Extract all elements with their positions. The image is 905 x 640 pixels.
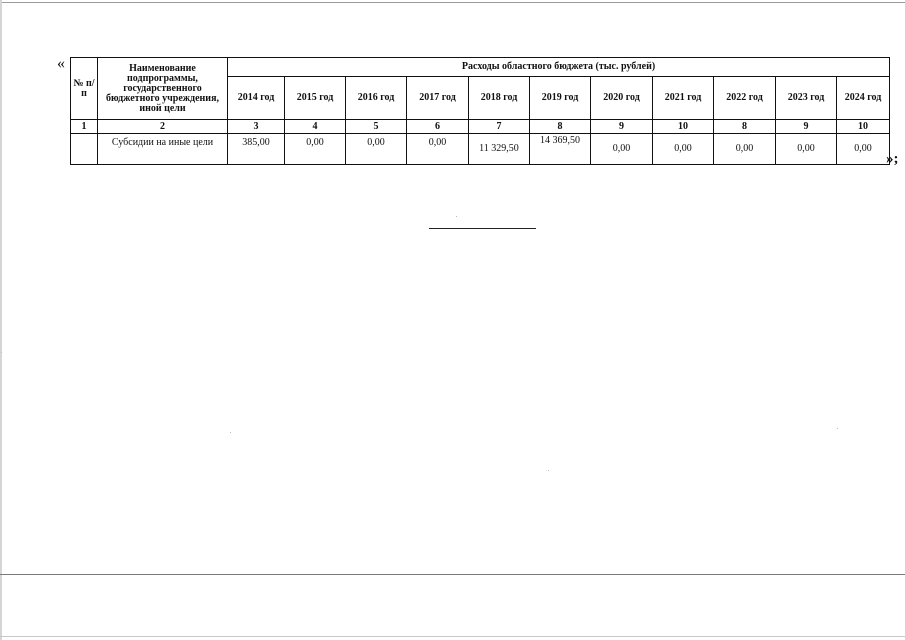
col-num-header: № п/ п [71,58,98,120]
value-cell: 0,00 [714,134,776,165]
top-edge-line [0,2,905,3]
year-header: 2018 год [469,77,530,120]
year-header: 2017 год [407,77,469,120]
opening-quote: « [57,55,65,72]
value-cell: 0,00 [285,134,346,165]
column-number: 9 [591,120,653,134]
scan-speck [837,428,838,429]
col-name-header: Наименование подпрограммы, государственного бюджетного учреждения, иной цели [98,58,228,120]
year-header: 2015 год [285,77,346,120]
value-cell: 0,00 [776,134,837,165]
column-number: 8 [714,120,776,134]
row-name: Субсидии на иные цели [98,134,228,165]
value-cell: 385,00 [228,134,285,165]
budget-header: Расходы областного бюджета (тыс. рублей) [228,58,890,77]
column-number: 9 [776,120,837,134]
year-header: 2019 год [530,77,591,120]
scan-speck [1,352,2,353]
bottom-edge-line-faint [0,636,905,637]
value-cell: 0,00 [653,134,714,165]
column-number: 10 [653,120,714,134]
column-number: 2 [98,120,228,134]
row-number [71,134,98,165]
scan-speck [548,470,549,471]
year-header: 2024 год [837,77,890,120]
year-header: 2022 год [714,77,776,120]
column-number: 5 [346,120,407,134]
left-edge-line [0,0,2,640]
separator-line [429,228,536,229]
column-number: 4 [285,120,346,134]
budget-table [70,57,890,165]
column-number: 8 [530,120,591,134]
value-cell: 11 329,50 [469,134,530,165]
bottom-edge-line [0,574,905,575]
year-header: 2016 год [346,77,407,120]
closing-quote: »; [886,151,899,167]
column-number: 10 [837,120,890,134]
table-row [71,134,890,165]
column-number: 1 [71,120,98,134]
value-cell: 0,00 [407,134,469,165]
year-header: 2023 год [776,77,837,120]
column-number: 6 [407,120,469,134]
value-cell: 0,00 [591,134,653,165]
scan-speck [230,432,231,433]
header-row-top [71,58,890,77]
value-cell: 0,00 [346,134,407,165]
scan-speck [456,216,457,217]
column-number: 3 [228,120,285,134]
value-cell: 14 369,50 [530,134,591,165]
value-cell: 0,00 [837,134,890,165]
column-number: 7 [469,120,530,134]
year-header: 2020 год [591,77,653,120]
numbering-row [71,120,890,134]
year-header: 2014 год [228,77,285,120]
year-header: 2021 год [653,77,714,120]
